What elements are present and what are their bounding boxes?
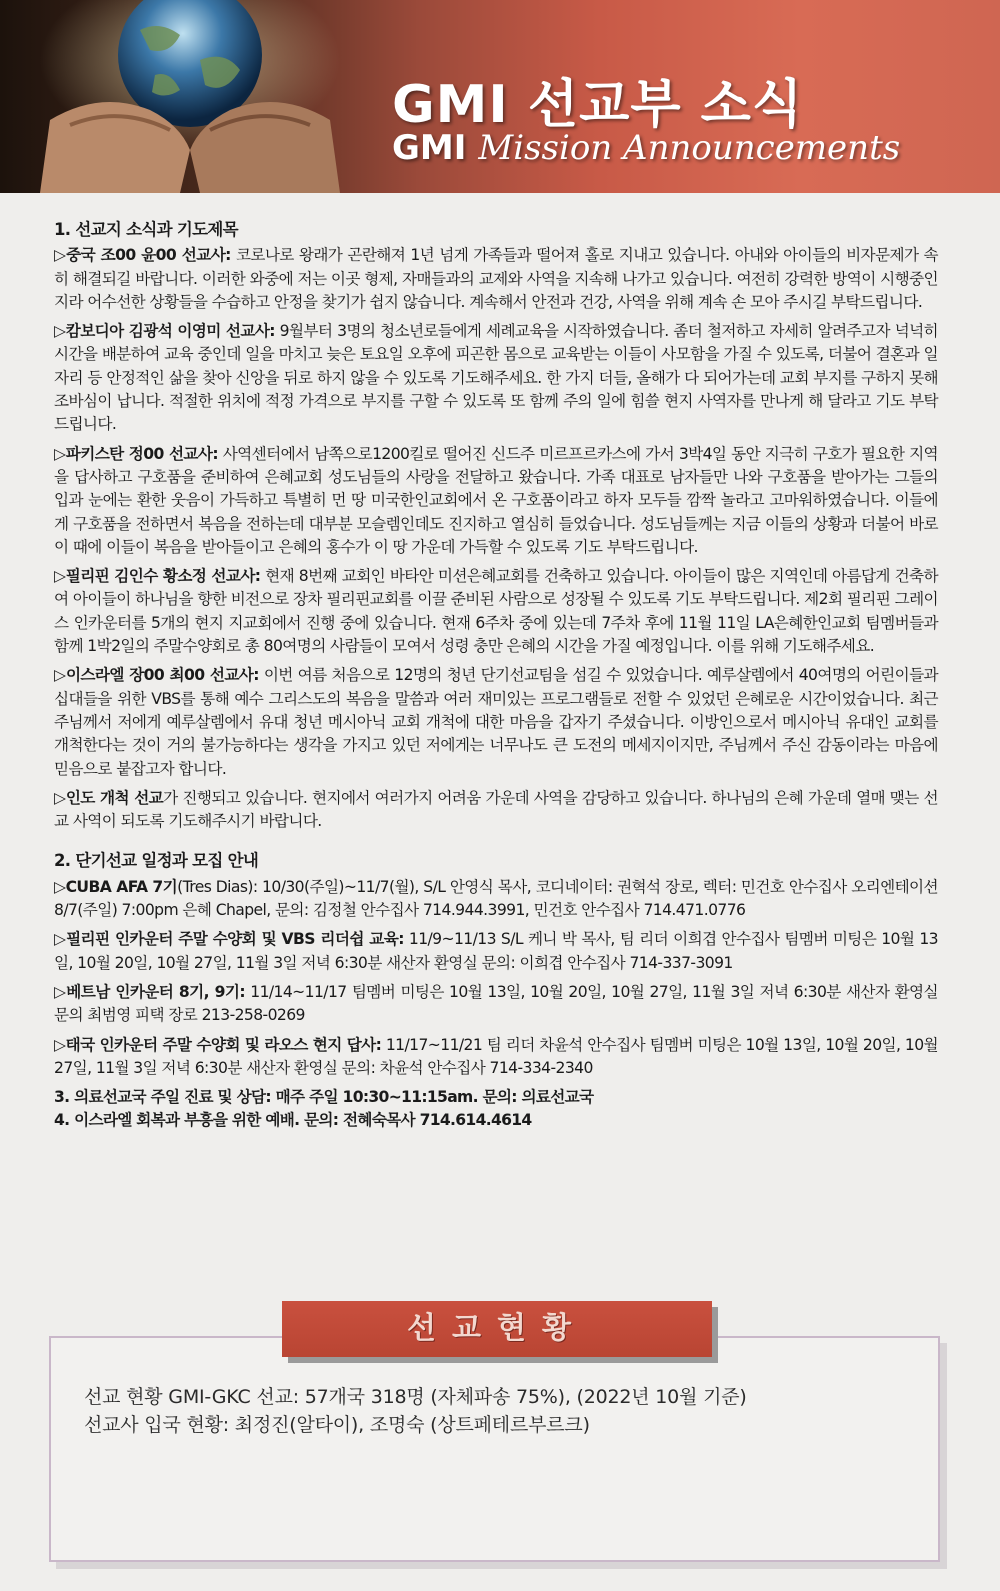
item-text: 11/9~11/13 S/L 케니 박 목사, 팀 리더 이희겹 안수집사 팀멤버 미팅은 10월 13일, 10월 20일, 10월 27일, 11월 3일 저녁 6:30분 새산자 환영실 문의: 이희겹 안수집사 714-337-3091	[54, 930, 938, 972]
item-text: 코로나로 왕래가 곤란해져 1년 넘게 가족들과 떨어져 홀로 지내고 있습니다. 아내와 아이들의 비자문제가 속히 해결되길 바랍니다. 이러한 와중에 저는 이곳 형제, 자매들과의 교제와 사역을 지속해 나가고 있습니다. 여전히 강력한 방역이 시행중인지라 어수선한 상황들을 수습하고 안정을 찾기가 쉽지 않습니다. 계속해서 안전과 건강, 사역을 위해 계속 손 모아 주시길 부탁드립니다.	[54, 246, 938, 311]
item-lead: 중국 조00 윤00 선교사:	[66, 246, 231, 265]
spacer	[54, 839, 938, 849]
item-lead: 태국 인카운터 주말 수양회 및 라오스 현지 답사:	[65, 1035, 382, 1054]
section1-item	[54, 787, 938, 834]
mission-status-tab-label: 선교현황	[407, 1311, 587, 1346]
section1-title: 1. 선교지 소식과 기도제목	[54, 220, 238, 239]
triangle-bullet-icon: ▷	[54, 666, 66, 685]
section2-item	[54, 876, 938, 923]
item-text: 사역센터에서 남쪽으로1200킬로 떨어진 신드주 미르프르카스에 가서 3박4일 동안 지극히 구호가 필요한 지역을 답사하고 구호품을 준비하여 은혜교회 성도님들의 사랑을 전달하고 왔습니다. 가족 대표로 남자들만 나와 구호품을 받아가는 그들의 입과 눈에는 환한 웃음이 가득하고 특별히 먼 땅 미국한인교회에서 온 구호품이라고 하자 모두들 깜짝 놀라고 고마워하였습니다. 이들에게 구호품을 전하면서 복음을 전하는데 대부분 모슬렘인데도 진지하고 열심히 들었습니다. 성도님들께는 지금 이들의 상황과 더불어 바로 이 때에 이들이 복음을 받아들이고 은혜의 홍수가 이 땅 가운데 가득할 수 있도록 기도 부탁드립니다.	[54, 444, 938, 556]
item-text: 이번 여름 처음으로 12명의 청년 단기선교팀을 섬길 수 있었습니다. 예루살렘에서 40여명의 어린이들과 십대들을 위한 VBS를 통해 예수 그리스도의 복음을 말씀과 여러 재미있는 프로그램들로 전할 수 있었던 은혜로운 시간이었습니다. 최근 주님께서 저에게 예루살렘에서 유대 청년 메시아닉 교회 개척에 대한 마음을 갑자기 주셨습니다. 이방인으로서 메시아닉 유대인 교회를 개척한다는 것이 거의 불가능하다는 생각을 가지고 있던 저에게는 너무나도 큰 도전의 메세지이지만, 주님께서 주신 감동이라는 마음에 믿음으로 붙잡고자 합니다.	[54, 666, 938, 778]
banner-title-korean: GMI 선교부 소식	[392, 75, 804, 135]
triangle-bullet-icon: ▷	[54, 567, 66, 586]
mission-status-text	[84, 1383, 747, 1439]
item-text: 11/17~11/21 팀 리더 차윤석 안수집사 팀멤버 미팅은 10월 13일, 10월 20일, 10월 27일, 11월 3일 저녁 6:30분 새산자 환영실 문의: 차윤석 안수집사 714-334-2340	[54, 1035, 938, 1077]
header-banner	[0, 0, 1000, 193]
item-text: 11/14~11/17 팀멤버 미팅은 10월 13일, 10월 20일, 10월 27일, 11월 3일 저녁 6:30분 새산자 환영실 문의 최범영 피택 장로 213-258-0269	[54, 982, 938, 1025]
banner-title-script: Mission Announcements	[478, 128, 901, 168]
mission-status-tab	[282, 1301, 712, 1357]
triangle-bullet-icon: ▷	[54, 444, 66, 463]
item-lead: 필리핀 인카운터 주말 수양회 및 VBS 리더쉽 교육:	[66, 930, 404, 949]
section4-line: 4. 이스라엘 회복과 부흥을 위한 예배. 문의: 전혜숙목사 714.614.4614	[54, 1111, 532, 1130]
item-lead: 파키스탄 정00 선교사:	[65, 444, 218, 463]
mission-status-box	[49, 1336, 940, 1562]
section1-item	[54, 320, 938, 436]
status-line-2: 선교사 입국 현황: 최정진(알타이), 조명숙 (상트페테르부르크)	[84, 1414, 590, 1436]
triangle-bullet-icon: ▷	[54, 982, 67, 1001]
triangle-bullet-icon: ▷	[54, 1035, 66, 1054]
item-text: 가 진행되고 있습니다. 현지에서 여러가지 어려움 가운데 사역을 감당하고 있습니다. 하나님의 은혜 가운데 열매 맺는 선교 사역이 되도록 기도해주시기 바랍니다.	[54, 788, 938, 831]
item-lead: 인도 개척 선교	[65, 788, 164, 807]
item-lead: 베트남 인카운터 8기, 9기:	[66, 982, 246, 1001]
item-lead: 캄보디아 김광석 이영미 선교사:	[65, 322, 275, 341]
section1-item	[54, 565, 938, 658]
banner-title-gmi: GMI	[392, 128, 467, 168]
triangle-bullet-icon: ▷	[54, 877, 66, 896]
item-lead: CUBA AFA 7기	[65, 877, 178, 896]
banner-title-english	[392, 128, 900, 168]
section3-line: 3. 의료선교국 주일 진료 및 상담: 매주 주일 10:30~11:15am. 문의: 의료선교국	[54, 1088, 594, 1107]
section1-item	[54, 664, 938, 780]
section1-item	[54, 244, 938, 314]
item-lead: 필리핀 김인수 황소정 선교사:	[65, 567, 261, 586]
triangle-bullet-icon: ▷	[54, 930, 67, 949]
triangle-bullet-icon: ▷	[54, 246, 67, 265]
item-text: 9월부터 3명의 청소년로들에게 세례교육을 시작하였습니다. 좀더 철저하고 자세히 알려주고자 넉넉히 시간을 배분하여 교육 중인데 일을 마치고 늦은 토요일 오후에 피곤한 몸으로 교육받는 이들이 사모함을 가질 수 있도록, 더불어 결혼과 일자리 등 안정적인 삶을 찾아 신앙을 뒤로 하지 않을 수 있도록 기도해주세요. 한 가지 더들, 올해가 다 되어가는데 교회 부지를 구하지 못해 조바심이 납니다. 적절한 위치에 적정 가격으로 부지를 구할 수 있도록 또 함께 주의 일에 힘쓸 현지 사역자를 만나게 해 달라고 기도 부탁드립니다.	[54, 322, 938, 434]
hands-holding-globe-image	[30, 0, 370, 193]
section2-item	[54, 981, 938, 1028]
announcements-body	[54, 218, 938, 1133]
item-text: 현재 8번째 교회인 바타안 미션은혜교회를 건축하고 있습니다. 아이들이 많은 지역인데 아름답게 건축하여 아이들이 하나님을 향한 비전으로 장차 필리핀교회를 이끌 준비된 사람으로 성장될 수 있도록 기도 부탁드립니다. 제2회 필리핀 그레이스 인카운터를 5개의 현지 지교회에서 진행 중에 있습니다. 현재 6주차 중에 있는데 7주차 후에 11월 11일 LA은혜한인교회 팀멤버들과 함께 1박2일의 주말수양회로 총 80여명의 사람들이 모여서 성령 충만 은혜의 시간을 가질 예정입니다. 이를 위해 기도해주세요.	[54, 567, 938, 656]
section1-item	[54, 443, 938, 559]
item-lead: 이스라엘 장00 최00 선교사:	[65, 666, 259, 685]
status-line-1: 선교 현황 GMI-GKC 선교: 57개국 318명 (자체파송 75%), (2022년 10월 기준)	[84, 1386, 747, 1408]
triangle-bullet-icon: ▷	[54, 788, 66, 807]
section2-item	[54, 1034, 938, 1081]
item-text: (Tres Dias): 10/30(주일)~11/7(월), S/L 안영식 목사, 코디네이터: 권혁석 장로, 렉터: 민건호 안수집사 오리엔테이션 8/7(주일) 7:00pm 은혜 Chapel, 문의: 김정철 안수집사 714.944.3991, 민건호 안수집사 714.471.0776	[54, 877, 938, 920]
section2-item	[54, 928, 938, 975]
section2-title: 2. 단기선교 일정과 모집 안내	[54, 851, 259, 871]
triangle-bullet-icon: ▷	[54, 322, 66, 341]
